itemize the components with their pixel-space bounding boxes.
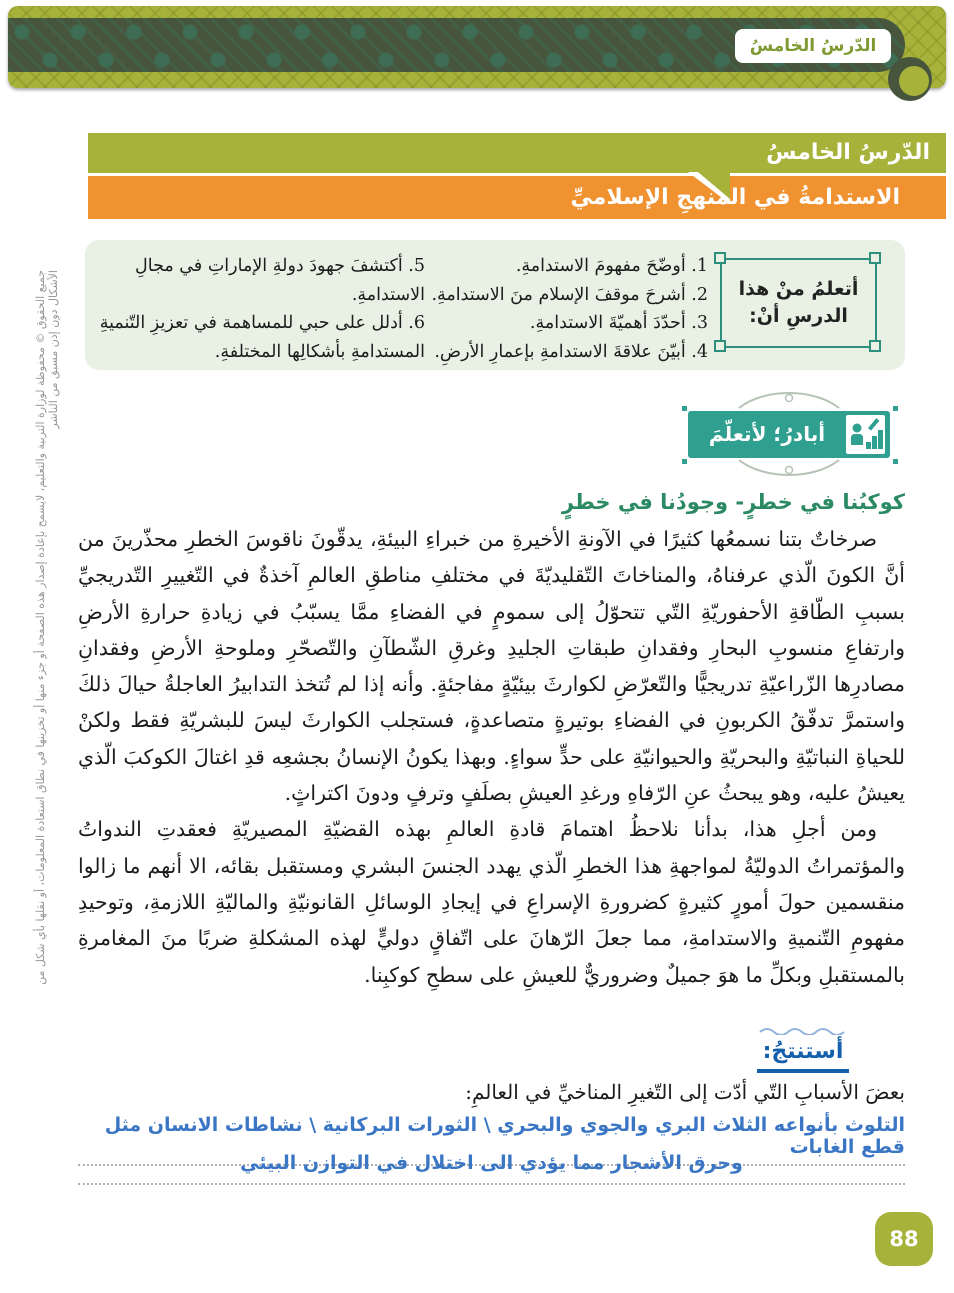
conclude-block — [742, 1020, 864, 1073]
wavy-line-ornament — [758, 1025, 848, 1035]
badge-corner-dot — [893, 459, 898, 464]
badge-label: أبادرُ؛ لأتعلّمَ — [708, 422, 826, 446]
copyright-sidebar-text: جميع الحقوق © محفوظة لوزارة التربية والتعليم، لايسمح بإعادة إصدار هذه الصفحة أو جزء منها أو تخزينها في نطاق استعادة المعلومات، أو نقلها بأي شكل من الأشكال دون إذن مسبق من الناشر — [34, 270, 60, 985]
objective-item: 2. أشرحَ موقفَ الإسلام منَ الاستدامةِ. — [431, 284, 708, 305]
page-number-badge: 88 — [875, 1212, 933, 1266]
lesson-body-text — [78, 521, 905, 993]
badge-corner-dot — [682, 406, 687, 411]
objective-item: 1. أوضّحَ مفهومَ الاستدامةِ. — [515, 256, 708, 276]
badge-ornament-bottom — [734, 458, 844, 476]
section-heading: كوكبُنا في خطرٍ- وجودُنا في خطرٍ — [561, 490, 905, 514]
header-circle-inner — [899, 66, 929, 96]
objective-item: 6. أدلل على حبي للمساهمة في تعزيزِ التّنميةِ المستدامةِ بأشكالِها المختلفةِ. — [99, 313, 425, 362]
conclude-prompt: بعضَ الأسبابِ التّي أدّت إلى التّغيرِ المناخيِّ في العالمِ: — [465, 1080, 905, 1104]
header-circle-ornament — [888, 57, 932, 101]
objectives-list-5-6 — [95, 252, 425, 366]
frame-corner-ornament — [869, 340, 881, 352]
frame-corner-ornament — [714, 340, 726, 352]
lesson-title-bar: الاستدامةُ في المنهجِ الإسلاميِّ — [88, 176, 946, 219]
badge-corner-dot — [682, 459, 687, 464]
objectives-frame-title: أتعلمُ منْ هذا الدرسِ أنْ: — [720, 258, 877, 348]
badge-corner-dot — [893, 406, 898, 411]
initiate-to-learn-badge — [688, 411, 890, 458]
objective-item: 5. أكتشفَ جهودَ دولةِ الإماراتِ في مجالِ الاستدامةِ. — [135, 256, 425, 305]
body-paragraph-2: ومن أجلِ هذا، بدأنا نلاحظُ اهتمامَ قادةِ العالمِ بهذه القضيّةِ المصيريّةِ فعقدتِ الندواتُ والمؤتمراتُ الدوليّةُ لمواجهةِ هذا الخطرِ الّذي يهدد الجنسَ البشري ومستقبل بقائه، الا أنهم ما زالوا منقسمين حولَ أمورٍ كثيرةٍ كضرورةِ الإسراعِ في إيجادِ الوسائلِ القانونيّةِ والماليّةِ اللازمةِ، وتوحيدِ مفهومِ التّنميةِ والاستدامةِ، مما جعلَ الرّهانَ على اتّفاقٍ دوليٍّ لهذه المشكلةِ ضربًا منَ المغامرةِ بالمستقبلِ وبكلِّ ما هوَ جميلٌ وضروريٌّ للعيشِ على سطحِ كوكبِنا. — [78, 817, 905, 987]
objective-item: 3. أحدّدَ أهميّةَ الاستدامةِ. — [529, 313, 708, 333]
objectives-list-1-4 — [428, 252, 708, 366]
lesson-number-bar: الدّرسُ الخامسُ — [88, 133, 946, 173]
badge-ornament-top — [734, 392, 844, 410]
body-paragraph-1: صرخاتٌ بتنا نسمعُها كثيرًا في الآونةِ الأخيرةِ من خبراءِ البيئةِ، يدقّونَ ناقوسَ الخطرِ محذّرينَ من أنَّ الكونَ الّذي عرفناهُ، والمناخاتَ التّقليديّةَ في مختلفِ مناطقِ العالمِ آخذةٌ في التّغييرِ التّدريجيِّ بسببِ الطّاقةِ الأحفوريّةِ التّي تتحوّلُ إلى سمومٍ في الفضاءِ ممَّا يسبّبُ في زيادةِ حرارةِ الأرضِ وارتفاعِ منسوبِ البحارِ وفقدانِ طبقاتِ الجليدِ وغرقِ الشّطآنِ والتّصحّرِ وملوحةِ الأرضِ وفقدانِ مصادرِها الزّراعيّةِ تدريجيًّا والتّعرّضِ لكوارثَ بيئيّةٍ مفاجئةٍ. وأنه إذا لم تُتخذ التدابيرُ العاجلةُ حيالَ ذلكَ واستمرَّ تدفّقُ الكربونِ في الفضاءِ بوتيرةٍ متصاعدةٍ، فستجلب الكوارثَ ليسَ للبشريّةِ فقط ولكنْ للحياةِ النباتيّةِ والبحريّةِ والحيوانيّةِ على حدٍّ سواءٍ. وبهذا يكونُ الإنسانُ بجشعِه قدِ اغتالَ الكوكبَ الّذي يعيشُ عليه، وهو يبحثُ عنِ الرّفاهِ ورغدِ العيشِ بصلَفٍ وترفٍ ودونَ اكتراثٍ. — [78, 527, 905, 806]
person-climbing-steps-with-pencil-icon — [846, 415, 885, 454]
conclude-heading: أستنتجُ: — [757, 1039, 850, 1073]
objective-item: 4. أبيّنَ علاقةَ الاستدامةِ بإعمارِ الأرضِ. — [434, 341, 708, 362]
header-lesson-tab: الدّرسُ الخامسُ — [735, 29, 891, 63]
frame-corner-ornament — [714, 252, 726, 264]
title-tail — [698, 172, 730, 199]
answer-line-2[interactable]: وحرق الأشجار مما يؤدي الى اختلال في التوازن البيئي — [78, 1152, 905, 1185]
frame-corner-ornament — [869, 252, 881, 264]
answer-line-1[interactable]: التلوث بأنواعه الثلاث البري والجوي والبحري \ الثورات البركانية \ نشاطات الانسان مثل قطع الغابات — [78, 1114, 905, 1166]
